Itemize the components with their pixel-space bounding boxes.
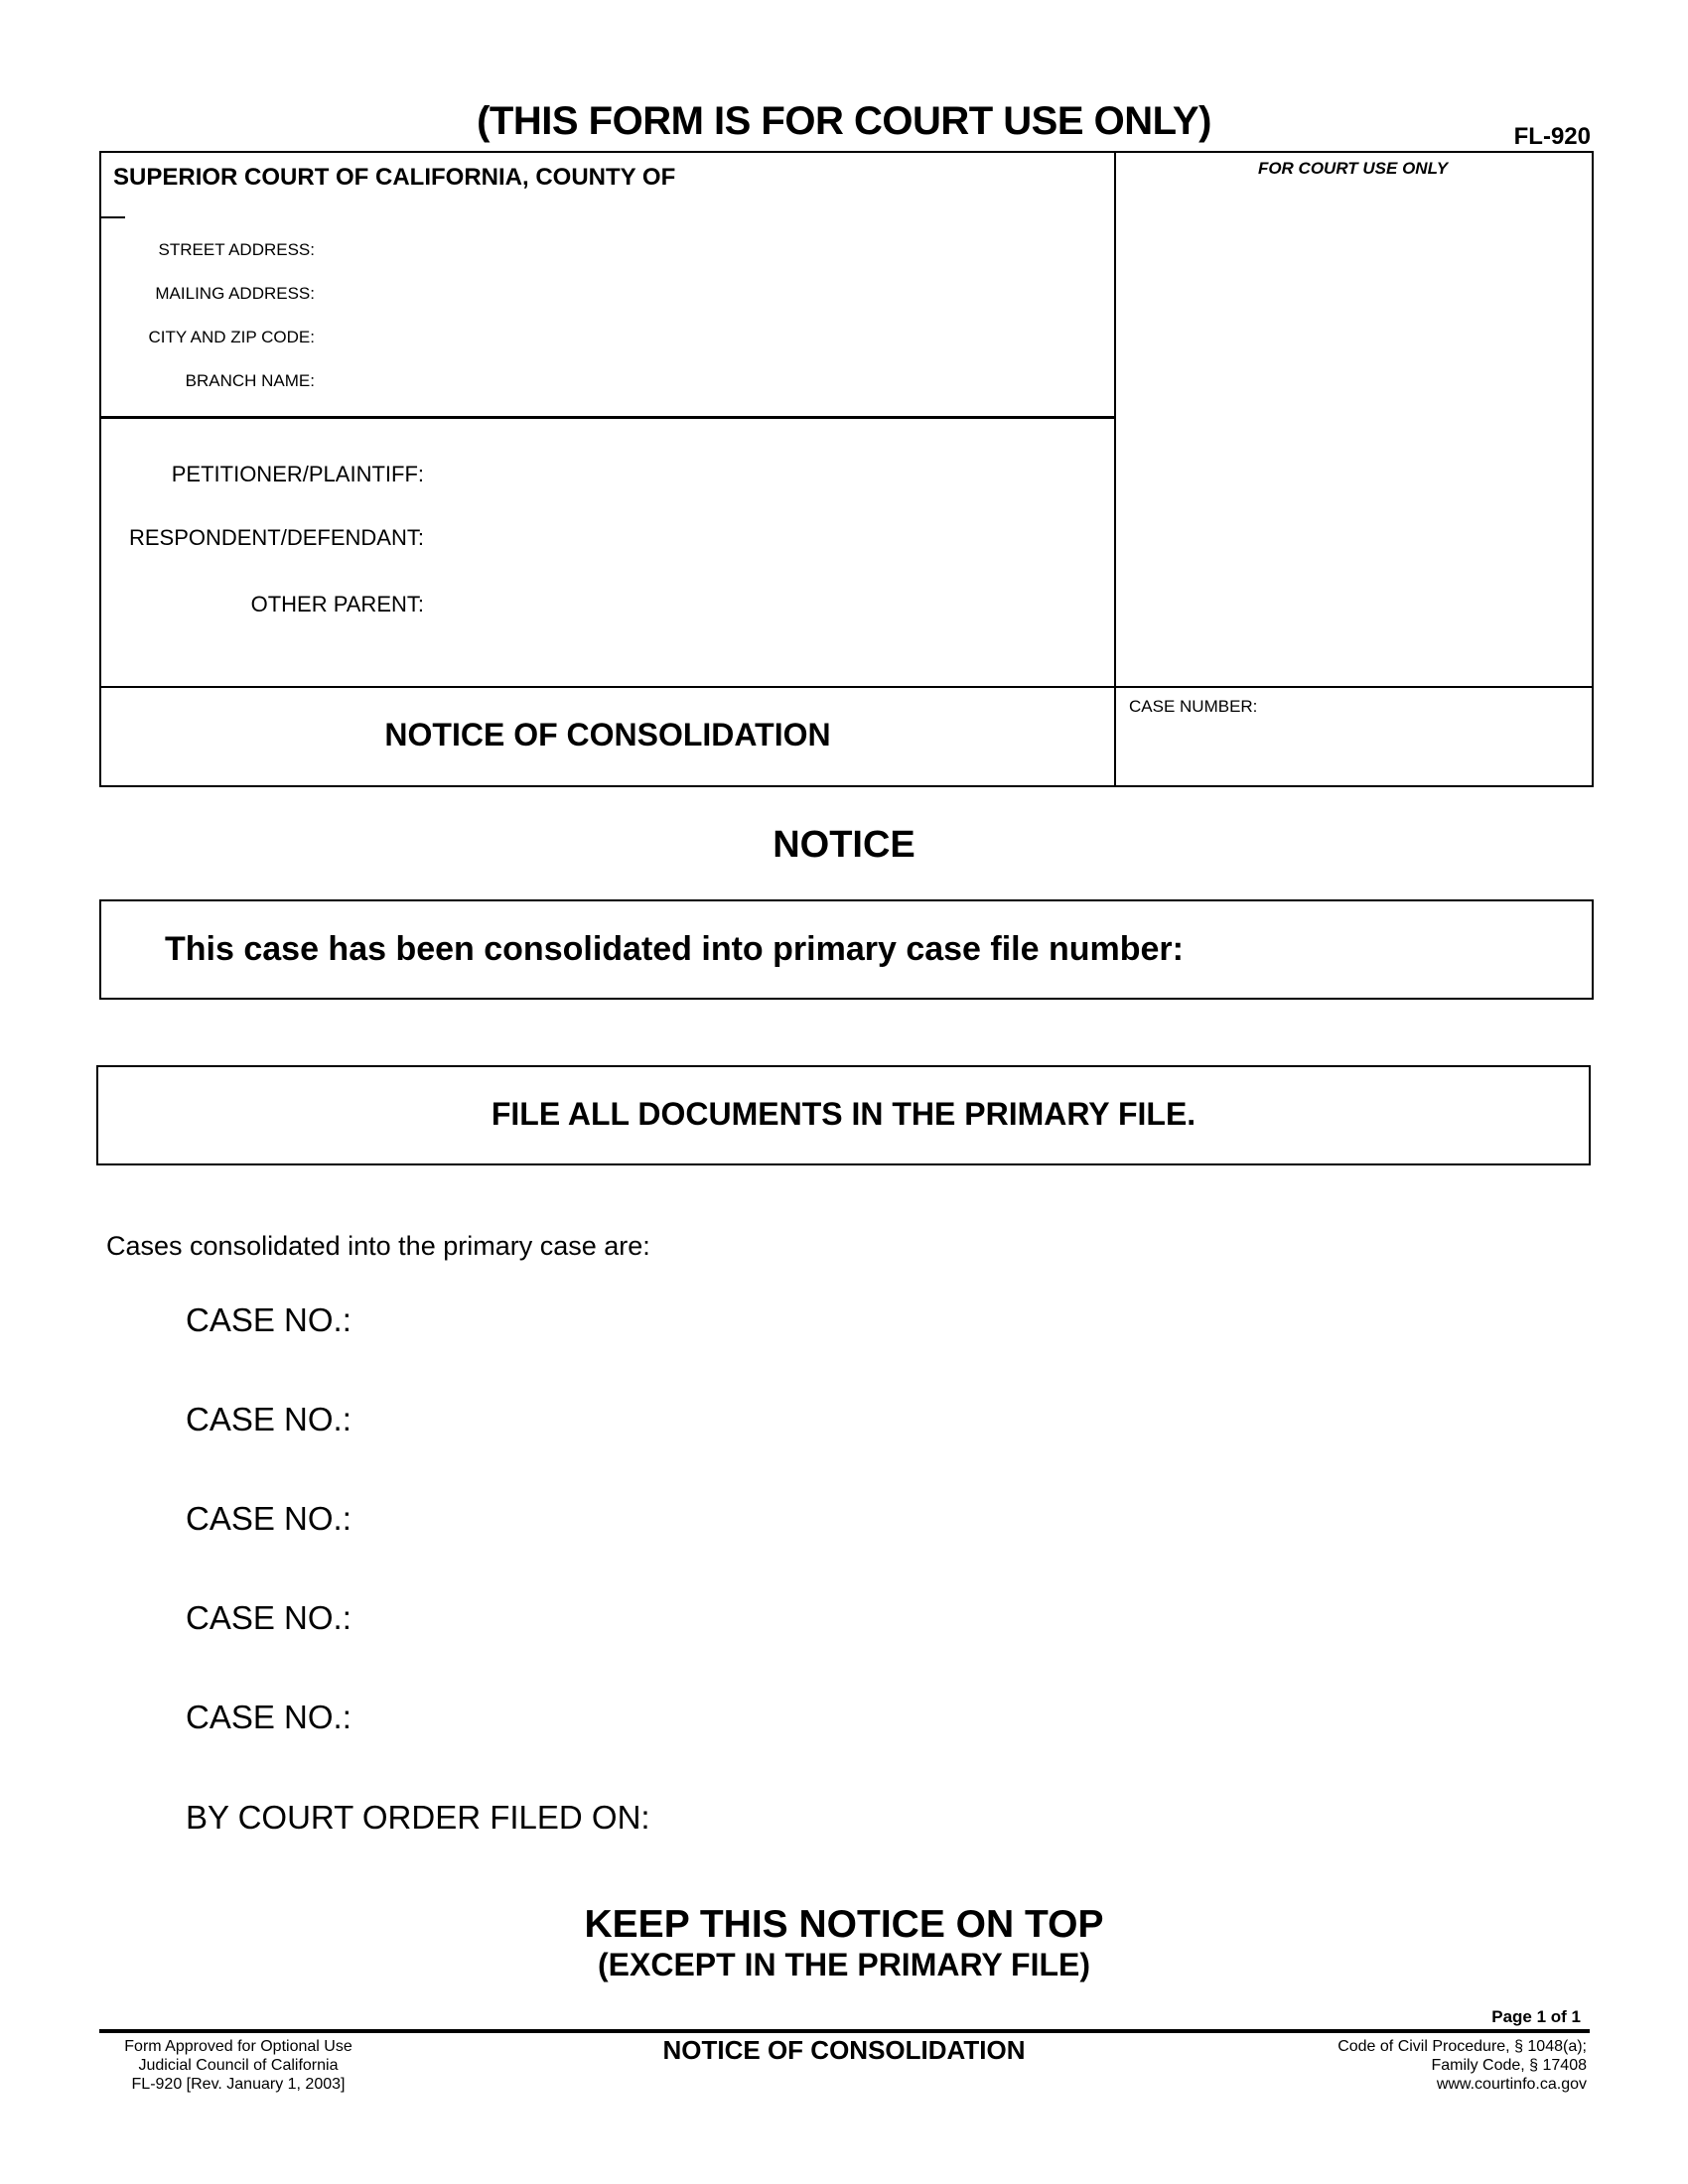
court-order-label: BY COURT ORDER FILED ON:: [186, 1799, 650, 1836]
footer-divider: [99, 2029, 1590, 2033]
footer-left-line: FL-920 [Rev. January 1, 2003]: [131, 2076, 346, 2093]
case-number-label: CASE NUMBER:: [1129, 697, 1258, 716]
mailing-address-label: MAILING ADDRESS:: [155, 284, 315, 303]
city-zip-label: CITY AND ZIP CODE:: [148, 328, 315, 346]
other-parent-label: OTHER PARENT:: [250, 592, 424, 616]
divider: [101, 216, 125, 218]
case-no-label: CASE NO.:: [186, 1500, 352, 1537]
file-all-text: FILE ALL DOCUMENTS IN THE PRIMARY FILE.: [491, 1096, 1196, 1132]
primary-case-text: This case has been consolidated into primary case file number:: [165, 930, 1184, 968]
street-address-label: STREET ADDRESS:: [158, 240, 315, 259]
footer-left-line: Judicial Council of California: [138, 2057, 339, 2074]
case-no-label: CASE NO.:: [186, 1699, 352, 1735]
form-title: NOTICE OF CONSOLIDATION: [384, 717, 831, 752]
footer-title: NOTICE OF CONSOLIDATION: [662, 2035, 1026, 2065]
keep-on-top-line1: KEEP THIS NOTICE ON TOP: [584, 1903, 1104, 1946]
for-court-use-label: FOR COURT USE ONLY: [1257, 159, 1449, 178]
notice-heading: NOTICE: [773, 824, 915, 866]
form-number: FL-920: [1513, 123, 1591, 150]
footer-right-line: www.courtinfo.ca.gov: [1436, 2076, 1587, 2093]
petitioner-label: PETITIONER/PLAINTIFF:: [171, 462, 424, 486]
respondent-label: RESPONDENT/DEFENDANT:: [128, 525, 424, 550]
footer-right-line: Family Code, § 17408: [1431, 2057, 1587, 2074]
branch-name-label: BRANCH NAME:: [185, 371, 315, 390]
file-all-box: [96, 1065, 1591, 1165]
caption-box: [99, 151, 1594, 787]
case-no-label: CASE NO.:: [186, 1401, 352, 1437]
footer-right: [1229, 2037, 1587, 2094]
divider: [1114, 153, 1116, 785]
court-name-label: SUPERIOR COURT OF CALIFORNIA, COUNTY OF: [113, 164, 676, 191]
divider: [101, 686, 1592, 688]
divider: [101, 416, 1114, 419]
cases-intro: Cases consolidated into the primary case are:: [106, 1231, 650, 1261]
primary-case-box: [99, 899, 1594, 1000]
footer-right-line: Code of Civil Procedure, § 1048(a);: [1337, 2038, 1587, 2055]
case-no-label: CASE NO.:: [186, 1301, 352, 1338]
form-header-title: (THIS FORM IS FOR COURT USE ONLY): [477, 99, 1211, 143]
page-number: Page 1 of 1: [1491, 2007, 1581, 2026]
keep-on-top-line2: (EXCEPT IN THE PRIMARY FILE): [597, 1947, 1091, 1982]
case-no-label: CASE NO.:: [186, 1599, 352, 1636]
footer-left-line: Form Approved for Optional Use: [124, 2038, 352, 2055]
